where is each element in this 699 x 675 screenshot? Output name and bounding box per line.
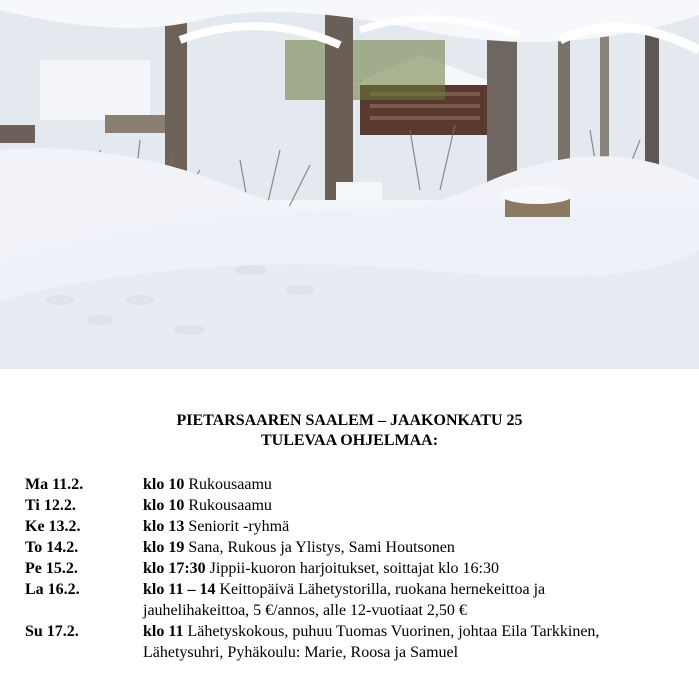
schedule-day: Pe 15.2. xyxy=(25,560,78,577)
schedule-text: Rukousaamu xyxy=(184,476,272,493)
schedule-text: Sana, Rukous ja Ylistys, Sami Houtsonen xyxy=(184,539,455,556)
schedule-day: Ke 13.2. xyxy=(25,518,81,535)
schedule-description xyxy=(143,516,695,537)
schedule-row xyxy=(25,558,695,579)
schedule-time: klo 13 xyxy=(143,518,185,535)
schedule-row xyxy=(25,579,695,621)
schedule-description xyxy=(143,495,695,516)
schedule-description xyxy=(143,558,695,579)
schedule-day: Ma 11.2. xyxy=(25,476,84,493)
schedule-day: La 16.2. xyxy=(25,581,80,598)
schedule-description xyxy=(143,621,695,663)
schedule-description xyxy=(143,474,695,495)
schedule-row xyxy=(25,516,695,537)
schedule-text-continued: Lähetysuhri, Pyhäkoulu: Marie, Roosa ja Samuel xyxy=(143,644,459,661)
schedule-text: Seniorit -ryhmä xyxy=(184,518,290,535)
schedule-text: Lähetyskokous, puhuu Tuomas Vuorinen, johtaa Eila Tarkkinen, xyxy=(183,623,600,640)
schedule-text: Rukousaamu xyxy=(184,497,272,514)
schedule-row xyxy=(25,495,695,516)
schedule-description xyxy=(143,537,695,558)
schedule-time: klo 10 xyxy=(143,476,185,493)
schedule-time: klo 11 xyxy=(143,623,184,640)
schedule-day: To 14.2. xyxy=(25,539,79,556)
schedule-row xyxy=(25,621,695,663)
schedule-time: klo 17:30 xyxy=(143,560,206,577)
schedule-row xyxy=(25,537,695,558)
schedule-text: Jippii-kuoron harjoitukset, soittajat klo 16:30 xyxy=(205,560,499,577)
schedule-day: Ti 12.2. xyxy=(25,497,76,514)
schedule-day: Su 17.2. xyxy=(25,623,79,640)
schedule-text-continued: jauhelihakeittoa, 5 €/annos, alle 12-vuotiaat 2,50 € xyxy=(143,602,467,619)
schedule-text: Keittopäivä Lähetystorilla, ruokana hernekeittoa ja xyxy=(215,581,546,598)
schedule-list xyxy=(25,474,695,663)
schedule-time: klo 11 – 14 xyxy=(143,581,216,598)
page-subtitle: TULEVAA OHJELMAA: xyxy=(260,432,439,449)
schedule-time: klo 19 xyxy=(143,539,185,556)
schedule-description xyxy=(143,579,695,621)
schedule-time: klo 10 xyxy=(143,497,185,514)
schedule-row xyxy=(25,474,695,495)
page-title: PIETARSAAREN SAALEM – JAAKONKATU 25 xyxy=(176,412,523,429)
